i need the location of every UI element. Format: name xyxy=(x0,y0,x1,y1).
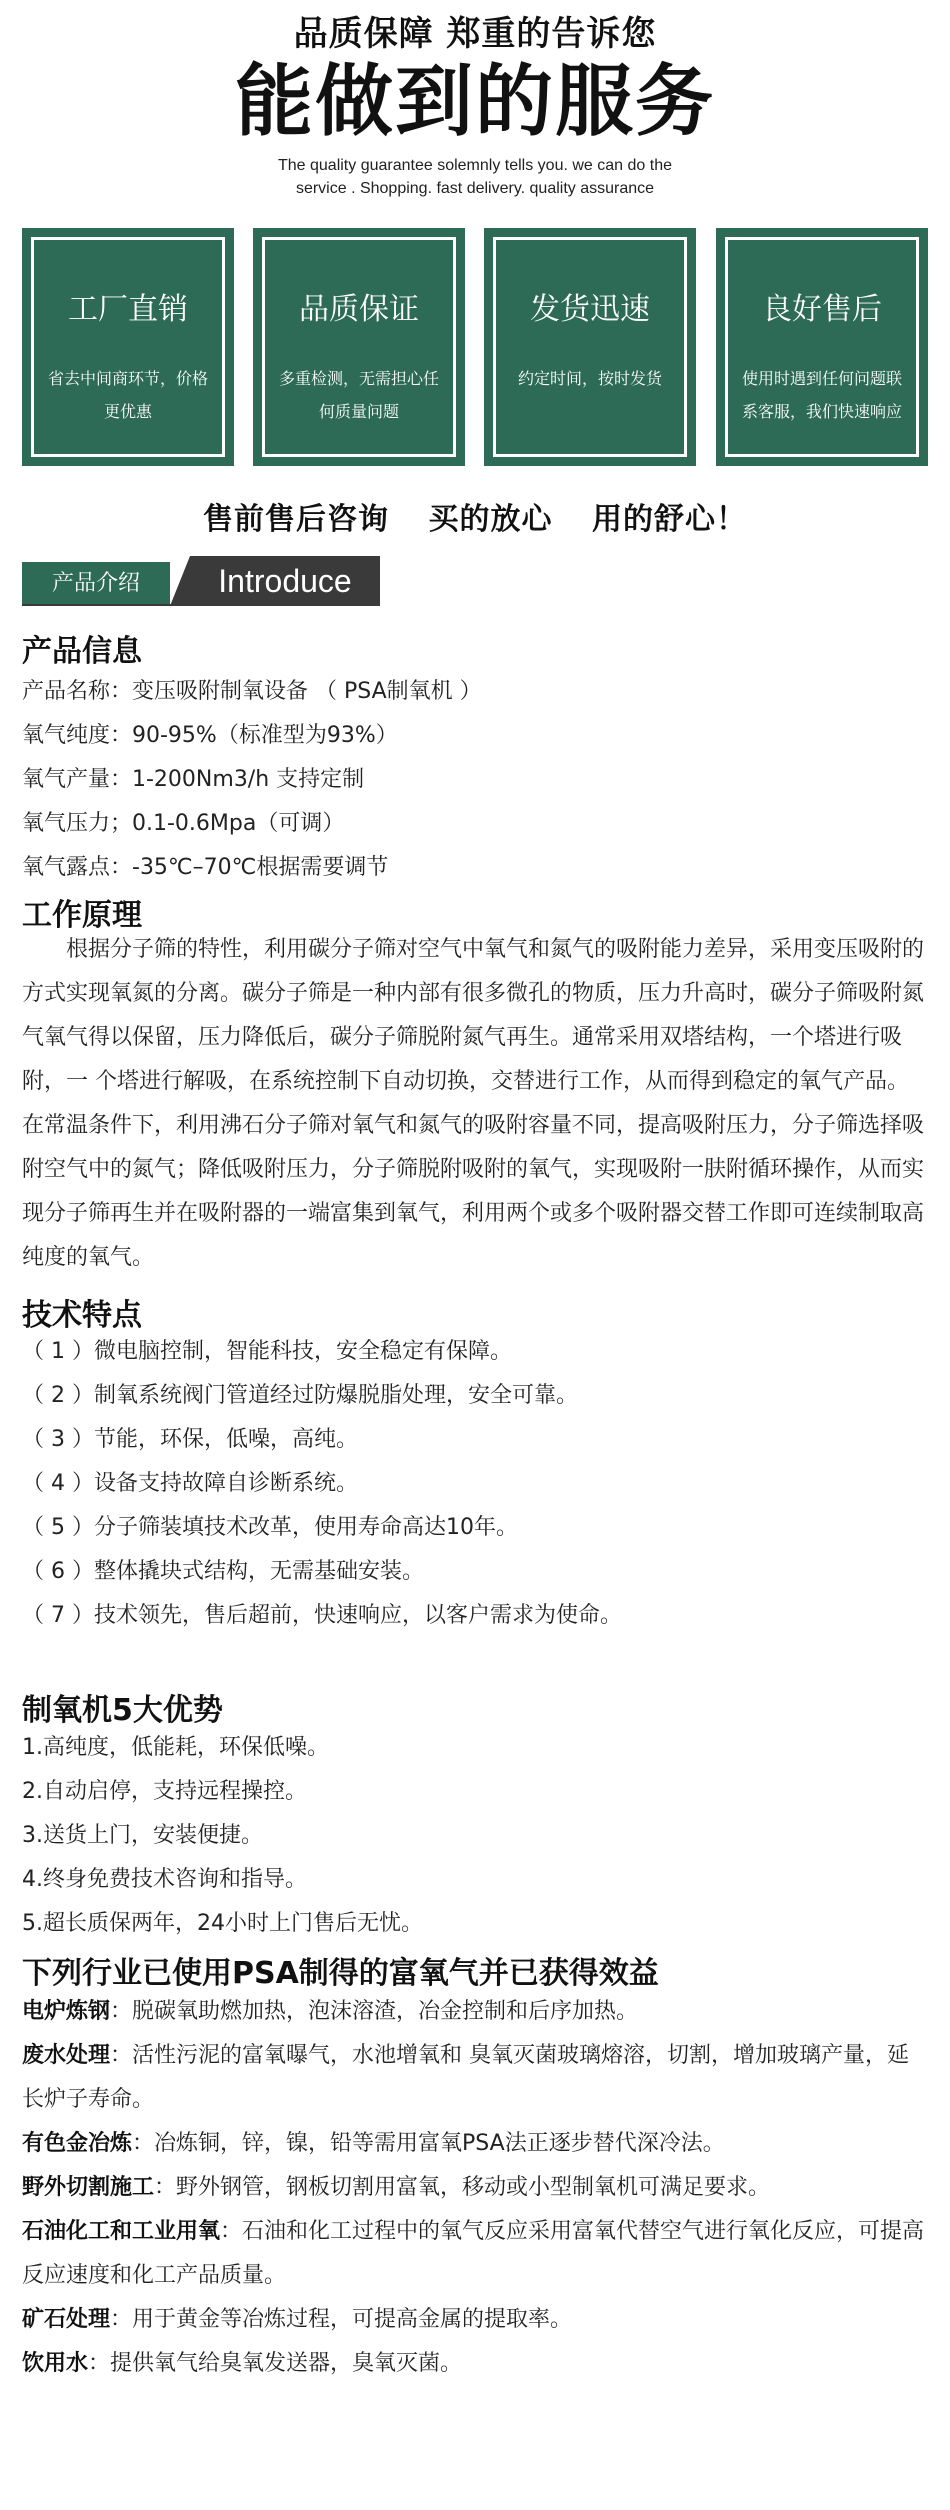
industry-desc: ：提供氧气给臭氧发送器，臭氧灭菌。 xyxy=(88,2351,463,2376)
advantage-item: 1.高纯度，低能耗，环保低噪。 xyxy=(22,1735,329,1760)
hero-banner xyxy=(0,0,950,205)
industry-name: 有色金冶炼 xyxy=(22,2131,133,2156)
slogan xyxy=(0,494,950,538)
feature-item: （ 4 ）设备支持故障自诊断系统。 xyxy=(22,1471,358,1496)
feature-item: （ 3 ）节能，环保，低噪，高纯。 xyxy=(22,1427,358,1452)
card-frame xyxy=(725,237,919,457)
card-title: 品质保证 xyxy=(299,292,419,327)
product-info-line: 氧气产量：1-200Nm3/h 支持定制 xyxy=(22,767,365,792)
industry-item xyxy=(22,1990,928,2034)
principle-paragraph: 根据分子筛的特性，利用碳分子筛对空气中氧气和氮气的吸附能力差异，采用变压吸附的方式实现氧氮的分离。碳分子筛是一种内部有很多微孔的物质，压力升高时，碳分子筛吸附氮气氧气得以保留，压力降低后，碳分子筛脱附氮气再生。通常采用双塔结构，一个塔进行吸附，一 个塔进行解吸，在系统控制下自动切换，交替进行工作，从而得到稳定的氧气产品。在常温条件下，利用沸石分子筛对氧气和氮气的吸附容量不同，提高吸附压力，分子筛选择吸附空气中的氮气；降低吸附压力，分子筛脱附吸附的氧气，实现吸附一肤附循环操作，从而实现分子筛再生并在吸附器的一端富集到氧气，利用两个或多个吸附器交替工作即可连续制取高纯度的氧气。 xyxy=(22,937,925,1270)
industry-item xyxy=(22,2034,928,2122)
service-card-quality xyxy=(253,228,465,466)
slogan-part-3: 用的舒心！ xyxy=(591,502,747,537)
industry-item xyxy=(22,2342,928,2386)
industry-name: 饮用水 xyxy=(22,2351,89,2376)
principle-title: 工作原理 xyxy=(22,898,142,933)
industry-name: 野外切割施工 xyxy=(22,2175,155,2200)
industry-desc: ：脱碳氧助燃加热，泡沫溶渣，冶金控制和后序加热。 xyxy=(110,1999,639,2024)
industry-name: 矿石处理 xyxy=(22,2307,111,2332)
feature-item: （ 5 ）分子筛装填技术改革，使用寿命高达10年。 xyxy=(22,1515,518,1540)
industry-desc: ：冶炼铜，锌，镍，铅等需用富氧PSA法正逐步替代深冷法。 xyxy=(132,2131,725,2156)
product-info-title: 产品信息 xyxy=(22,634,142,669)
card-frame xyxy=(31,237,225,457)
slogan-part-1: 售前售后咨询 xyxy=(203,502,390,537)
product-info-line: 产品名称：变压吸附制氧设备 （ PSA制氧机 ） xyxy=(22,679,482,704)
advantage-item: 5.超长质保两年，24小时上门售后无忧。 xyxy=(22,1911,423,1936)
industry-item xyxy=(22,2122,928,2166)
product-info-line: 氧气压力；0.1-0.6Mpa（可调） xyxy=(22,811,345,836)
service-card-after-sales xyxy=(716,228,928,466)
industry-name: 废水处理 xyxy=(22,2043,111,2068)
industry-desc: ：石油和化工过程中的氧气反应采用富氧代替空气进行氧化反应，可提高反应速度和化工产品质量。 xyxy=(22,2219,925,2288)
slogan-part-2: 买的放心 xyxy=(428,502,553,537)
industry-desc: ：用于黄金等冶炼过程，可提高金属的提取率。 xyxy=(110,2307,573,2332)
introduce-label-en: Introduce xyxy=(190,556,380,606)
header-divider-wedge xyxy=(170,556,190,606)
introduce-section-header xyxy=(22,556,382,606)
advantage-item: 4.终身免费技术咨询和指导。 xyxy=(22,1867,307,1892)
features-title: 技术特点 xyxy=(22,1298,142,1333)
industry-name: 石油化工和工业用氧 xyxy=(22,2219,221,2244)
introduce-label-cn: 产品介绍 xyxy=(22,562,170,606)
card-title: 良好售后 xyxy=(762,292,882,327)
product-info-line: 氧气纯度：90-95%（标准型为93%） xyxy=(22,723,398,748)
feature-item: （ 2 ）制氧系统阀门管道经过防爆脱脂处理，安全可靠。 xyxy=(22,1383,578,1408)
card-description: 省去中间商环节，价格更优惠 xyxy=(48,369,209,421)
advantages-title: 制氧机5大优势 xyxy=(22,1693,223,1728)
service-card-factory-direct xyxy=(22,228,234,466)
industry-item xyxy=(22,2210,928,2298)
card-description: 使用时遇到任何问题联系客服，我们快速响应 xyxy=(742,369,903,421)
hero-headline: 能做到的服务 xyxy=(234,57,715,147)
feature-item: （ 7 ）技术领先，售后超前，快速响应，以客户需求为使命。 xyxy=(22,1603,622,1628)
card-frame xyxy=(262,237,456,457)
feature-item: （ 6 ）整体撬块式结构，无需基础安装。 xyxy=(22,1559,424,1584)
service-card-delivery xyxy=(484,228,696,466)
industry-desc: ：野外钢管，钢板切割用富氧，移动或小型制氧机可满足要求。 xyxy=(154,2175,771,2200)
industry-item xyxy=(22,2166,928,2210)
service-cards xyxy=(22,228,928,466)
feature-item: （ 1 ）微电脑控制，智能科技，安全稳定有保障。 xyxy=(22,1339,512,1364)
card-description: 多重检测，无需担心任何质量问题 xyxy=(279,369,440,421)
industry-item xyxy=(22,2298,928,2342)
card-title: 工厂直销 xyxy=(68,292,188,327)
product-info-line: 氧气露点：-35℃–70℃根据需要调节 xyxy=(22,855,389,880)
industries-title: 下列行业已使用PSA制得的富氧气并已获得效益 xyxy=(22,1956,659,1991)
hero-tagline: 品质保障 郑重的告诉您 xyxy=(293,14,657,54)
card-title: 发货迅速 xyxy=(530,292,650,327)
industry-desc: ：活性污泥的富氧曝气，水池增氧和 臭氧灭菌玻璃熔溶，切割，增加玻璃产量，延长炉子寿命。 xyxy=(22,2043,910,2112)
industry-name: 电炉炼钢 xyxy=(22,1999,111,2024)
hero-english-line-1: The quality guarantee solemnly tells you. we can do the xyxy=(277,157,672,174)
hero-english-line-2: service . Shopping. fast delivery. quality assurance xyxy=(295,180,655,197)
card-frame xyxy=(493,237,687,457)
advantage-item: 2.自动启停，支持远程操控。 xyxy=(22,1779,307,1804)
header-underline xyxy=(22,604,380,606)
card-description: 约定时间，按时发货 xyxy=(517,369,662,388)
advantage-item: 3.送货上门，安装便捷。 xyxy=(22,1823,263,1848)
